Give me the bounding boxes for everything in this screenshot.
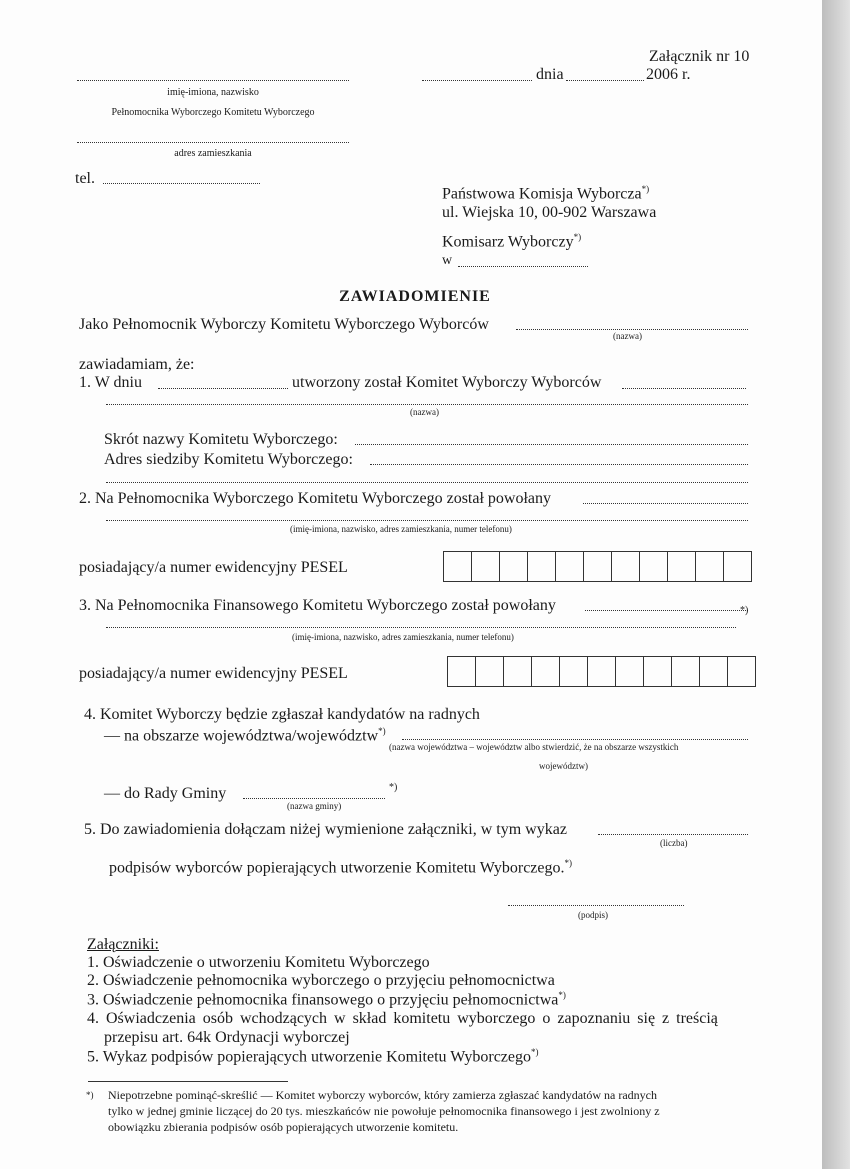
attachment-item-2: 2. Oświadczenie pełnomocnika wyborczego o przyjęciu pełnomocnictwa [87, 972, 555, 989]
address-caption: adres zamieszkania [174, 148, 252, 159]
pesel-digit-cell[interactable] [560, 657, 588, 686]
recipient-address: ul. Wiejska 10, 00-902 Warszawa [442, 204, 657, 221]
document-title: ZAWIADOMIENIE [339, 288, 491, 305]
pesel-digit-cell[interactable] [588, 657, 616, 686]
scan-edge [822, 0, 850, 1169]
recipient-city-line[interactable] [458, 266, 588, 267]
pesel-digit-cell[interactable] [448, 657, 476, 686]
pesel-digit-cell[interactable] [612, 552, 640, 581]
footnote-mark: *) [86, 1090, 94, 1100]
item-1-text: utworzony został Komitet Wyborczy Wyborców [292, 374, 602, 391]
item-4-text: 4. Komitet Wyborczy będzie zgłaszał kandydatów na radnych [84, 706, 480, 723]
pesel-input-2[interactable] [447, 656, 756, 687]
item-3-text: 3. Na Pełnomocnika Finansowego Komitetu Wyborczego został powołany [79, 597, 556, 614]
pesel-label-1: posiadający/a numer ewidencyjny PESEL [79, 559, 348, 576]
adres-siedziby-label: Adres siedziby Komitetu Wyborczego: [104, 451, 353, 468]
item-4-voivodeship-line[interactable] [402, 739, 748, 740]
committee-name-line[interactable] [516, 329, 748, 330]
pesel-digit-cell[interactable] [472, 552, 500, 581]
date-field-line[interactable] [566, 80, 644, 81]
recipient-pkw: Państwowa Komisja Wyborcza*) [442, 184, 650, 203]
item-2-person-line-b[interactable] [106, 520, 748, 521]
item-1-date-line[interactable] [158, 388, 288, 389]
pesel-digit-cell[interactable] [444, 552, 472, 581]
pesel-digit-cell[interactable] [528, 552, 556, 581]
attachment-item-4-continuation: przepisu art. 64k Ordynacji wyborczej [104, 1029, 350, 1046]
adres-siedziby-line[interactable] [370, 464, 748, 465]
zawiadamiam-text: zawiadamiam, że: [79, 356, 195, 373]
pesel-digit-cell[interactable] [728, 657, 755, 686]
gmina-caption: (nazwa gminy) [287, 801, 342, 811]
item-1-name-line-b[interactable] [106, 404, 748, 405]
attachment-item-5: 5. Wykaz podpisów popierających utworzenie Komitetu Wyborczego*) [87, 1047, 539, 1066]
podpis-caption: (podpis) [578, 910, 608, 920]
item-4-gmina-line[interactable] [243, 798, 385, 799]
annex-number: Załącznik nr 10 [649, 48, 750, 65]
attachment-item-4: 4. Oświadczenia osób wchodzących w skład komitetu wyborczego o zapoznaniu się z treścią [87, 1010, 718, 1027]
item-4-caption-1: (nazwa województwa – województw albo stwierdzić, że na obszarze wszystkich [389, 742, 679, 752]
skrot-label: Skrót nazwy Komitetu Wyborczego: [104, 431, 338, 448]
pesel-digit-cell[interactable] [724, 552, 751, 581]
name-caption: imię-imiona, nazwisko [167, 87, 259, 98]
recipient-komisarz: Komisarz Wyborczy*) [442, 232, 582, 251]
item-3-person-line-a[interactable] [585, 610, 748, 611]
tel-field-line[interactable] [103, 183, 260, 184]
name-field-line[interactable] [77, 80, 349, 81]
pesel-digit-cell[interactable] [672, 657, 700, 686]
address-field-line[interactable] [77, 142, 349, 143]
recipient-w-label: w [442, 253, 453, 268]
pesel-digit-cell[interactable] [532, 657, 560, 686]
item-5-text: 5. Do zawiadomienia dołączam niżej wymienione załączniki, w tym wykaz [84, 821, 567, 838]
liczba-caption: (liczba) [660, 838, 688, 848]
pesel-digit-cell[interactable] [556, 552, 584, 581]
item-2-person-line-a[interactable] [583, 503, 748, 504]
footnote-line-2: tylko w jednej gminie liczącej do 20 tys. mieszkańców nie powołuje pełnomocnika finansowego i jest zwolniony z [108, 1104, 660, 1118]
pesel-input-1[interactable] [443, 551, 752, 582]
pesel-digit-cell[interactable] [696, 552, 724, 581]
pesel-digit-cell[interactable] [504, 657, 532, 686]
item-4-voivodeship-label: — na obszarze województwa/województw*) [104, 726, 386, 745]
item-4-caption-2: województw) [539, 761, 588, 771]
item-2-person-caption: (imię-imiona, nazwisko, adres zamieszkania, numer telefonu) [290, 524, 512, 534]
item-2-text: 2. Na Pełnomocnika Wyborczego Komitetu Wyborczego został powołany [79, 490, 552, 507]
attachments-heading: Załączniki: [87, 936, 159, 953]
pesel-digit-cell[interactable] [476, 657, 504, 686]
item-1-name-line-a[interactable] [622, 388, 746, 389]
item-5-count-line[interactable] [598, 834, 748, 835]
pesel-digit-cell[interactable] [700, 657, 728, 686]
pesel-digit-cell[interactable] [644, 657, 672, 686]
intro-text: Jako Pełnomocnik Wyborczy Komitetu Wyborczego Wyborców [79, 316, 489, 333]
item-3-person-caption: (imię-imiona, nazwisko, adres zamieszkania, numer telefonu) [292, 632, 514, 642]
pesel-digit-cell[interactable] [640, 552, 668, 581]
item-4-gmina-label: — do Rady Gminy [104, 785, 227, 802]
item-5-continuation: podpisów wyborców popierających utworzenie Komitetu Wyborczego.*) [109, 858, 572, 877]
signature-line[interactable] [508, 905, 684, 906]
item-4-gmina-footnote-mark: *) [389, 782, 398, 793]
item-3-footnote-mark: *) [740, 605, 749, 616]
footnote-line-3: obowiązku zbierania podpisów osób popierających utworzenie komitetu. [108, 1120, 459, 1134]
dnia-label: dnia [536, 66, 564, 83]
pesel-digit-cell[interactable] [668, 552, 696, 581]
role-caption: Pełnomocnika Wyborczego Komitetu Wyborczego [111, 107, 315, 118]
pesel-digit-cell[interactable] [584, 552, 612, 581]
year-label: 2006 r. [646, 66, 691, 83]
place-field-line[interactable] [422, 80, 532, 81]
attachment-item-1: 1. Oświadczenie o utworzeniu Komitetu Wyborczego [87, 954, 430, 971]
footnote-divider [88, 1081, 288, 1082]
tel-label: tel. [75, 170, 95, 187]
item-1-label: 1. W dniu [79, 374, 142, 391]
item-1-nazwa-caption: (nazwa) [410, 407, 439, 417]
pesel-digit-cell[interactable] [616, 657, 644, 686]
skrot-line[interactable] [355, 444, 748, 445]
nazwa-caption: (nazwa) [613, 331, 642, 341]
item-3-person-line-b[interactable] [106, 627, 736, 628]
footnote-line-1: Niepotrzebne pominąć-skreślić — Komitet wyborczy wyborców, który zamierza zgłaszać kandydatów na radnych [108, 1088, 658, 1102]
adres-siedziby-line-2[interactable] [106, 482, 748, 483]
pesel-label-2: posiadający/a numer ewidencyjny PESEL [79, 665, 348, 682]
pesel-digit-cell[interactable] [500, 552, 528, 581]
attachment-item-3: 3. Oświadczenie pełnomocnika finansowego o przyjęciu pełnomocnictwa*) [87, 990, 566, 1009]
